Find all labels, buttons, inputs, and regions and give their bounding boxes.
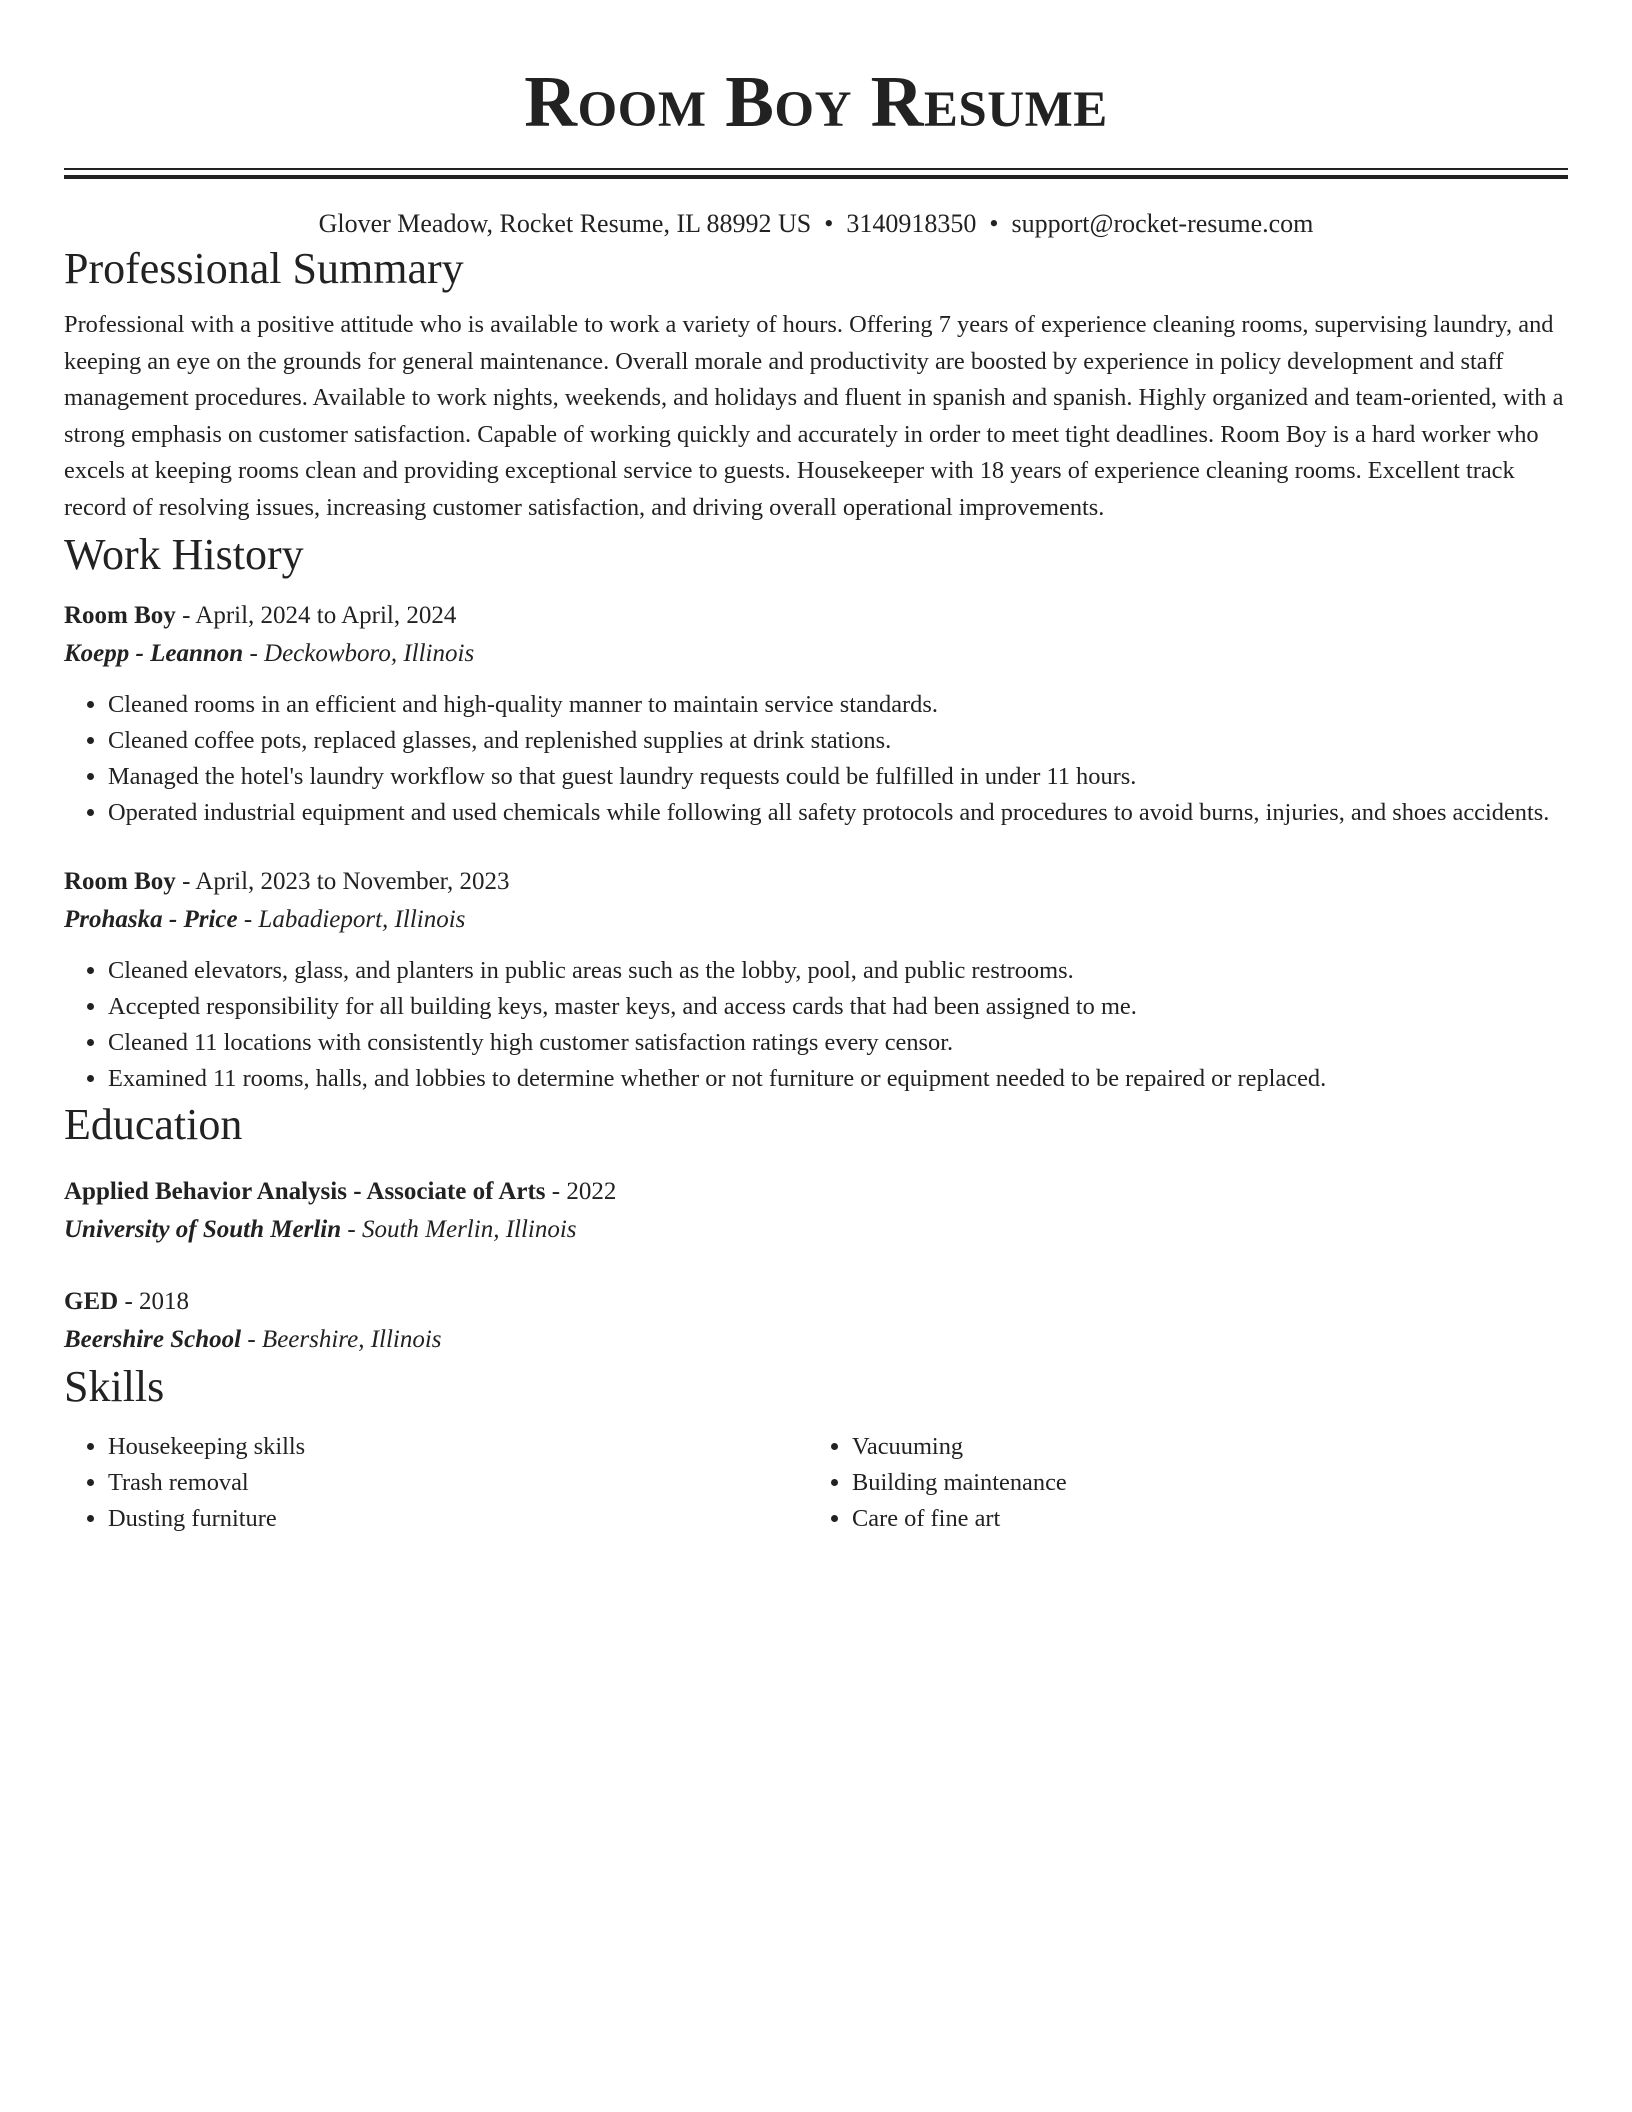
job-duties (64, 953, 1568, 1097)
skill-item: • Vacuuming (852, 1429, 1552, 1465)
job-title-line (64, 863, 1568, 901)
list-item: • Accepted responsibility for all building keys, master keys, and access cards that had been assigned to me. (108, 989, 1568, 1025)
degree-line (64, 1173, 1568, 1211)
school-location: - Beershire, Illinois (241, 1325, 442, 1353)
job-title: Room Boy (64, 601, 176, 629)
contact-address: Glover Meadow, Rocket Resume, IL 88992 US (318, 209, 812, 238)
skills-column-right (808, 1429, 1552, 1537)
job-entry (64, 597, 1568, 831)
degree: GED (64, 1287, 119, 1315)
list-item: • Cleaned coffee pots, replaced glasses, and replenished supplies at drink stations. (108, 723, 1568, 759)
contact-line (64, 207, 1568, 241)
job-company-line (64, 901, 1568, 939)
school-name: University of South Merlin (64, 1215, 342, 1243)
skills-list (64, 1429, 1568, 1537)
degree: Applied Behavior Analysis - Associate of Arts (64, 1177, 546, 1205)
job-duties (64, 687, 1568, 831)
education-heading: Education (64, 1099, 243, 1149)
job-location: - Deckowboro, Illinois (243, 639, 475, 667)
job-dates: - April, 2023 to November, 2023 (175, 867, 510, 895)
job-title: Room Boy (64, 867, 176, 895)
job-company: Prohaska - Price (64, 905, 238, 933)
list-item: • Cleaned elevators, glass, and planters in public areas such as the lobby, pool, and public restrooms. (108, 953, 1568, 989)
education-entry (64, 1173, 1568, 1249)
job-entry (64, 863, 1568, 1097)
page-title: Room Boy Resume (524, 61, 1108, 142)
skill-item: • Trash removal (108, 1465, 808, 1501)
contact-separator: • (989, 209, 999, 238)
school-name: Beershire School (64, 1325, 242, 1353)
skill-item: • Care of fine art (852, 1501, 1552, 1537)
job-dates: - April, 2024 to April, 2024 (175, 601, 457, 629)
contact-separator: • (824, 209, 834, 238)
title-divider (64, 168, 1568, 179)
school-line (64, 1321, 1568, 1359)
contact-email: support@rocket-resume.com (1011, 209, 1314, 238)
skill-item: • Building maintenance (852, 1465, 1552, 1501)
list-item: • Cleaned rooms in an efficient and high-quality manner to maintain service standards. (108, 687, 1568, 723)
list-item: • Managed the hotel's laundry workflow so that guest laundry requests could be fulfilled in under 11 hours. (108, 759, 1568, 795)
school-location: - South Merlin, Illinois (341, 1215, 577, 1243)
job-location: - Labadieport, Illinois (237, 905, 466, 933)
education-entry (64, 1283, 1568, 1359)
degree-line (64, 1283, 1568, 1321)
skill-item: • Dusting furniture (108, 1501, 808, 1537)
list-item: • Cleaned 11 locations with consistently high customer satisfaction ratings every censor. (108, 1025, 1568, 1061)
job-title-line (64, 597, 1568, 635)
degree-year: - 2022 (545, 1177, 617, 1205)
skill-item: • Housekeeping skills (108, 1429, 808, 1465)
skills-column-left (64, 1429, 808, 1537)
school-line (64, 1211, 1568, 1249)
contact-phone: 3140918350 (846, 209, 977, 238)
list-item: • Operated industrial equipment and used chemicals while following all safety protocols and procedures to avoid burns, injuries, and shoes accidents. (108, 795, 1568, 831)
summary-heading: Professional Summary (64, 244, 464, 293)
job-company: Koepp - Leannon (64, 639, 244, 667)
resume-page (64, 0, 1568, 1537)
summary-text: Professional with a positive attitude who is available to work a variety of hours. Offering 7 years of experience cleaning rooms, supervising laundry, and keeping an eye on the grounds for general maintenance. Overall morale and productivity are boosted by experience in policy development and staff management procedures. Available to work nights, weekends, and holidays and fluent in spanish and spanish. Highly organized and team-oriented, with a strong emphasis on customer satisfaction. Capable of working quickly and accurately in order to meet tight deadlines. Room Boy is a hard worker who excels at keeping rooms clean and providing exceptional service to guests. Housekeeper with 18 years of experience cleaning rooms. Excellent track record of resolving issues, increasing customer satisfaction, and driving overall operational improvements. (64, 311, 1564, 521)
skills-heading: Skills (64, 1361, 165, 1411)
job-company-line (64, 635, 1568, 673)
degree-year: - 2018 (118, 1287, 190, 1315)
work-history-heading: Work History (64, 529, 304, 579)
list-item: • Examined 11 rooms, halls, and lobbies to determine whether or not furniture or equipment needed to be repaired or replaced. (108, 1061, 1568, 1097)
